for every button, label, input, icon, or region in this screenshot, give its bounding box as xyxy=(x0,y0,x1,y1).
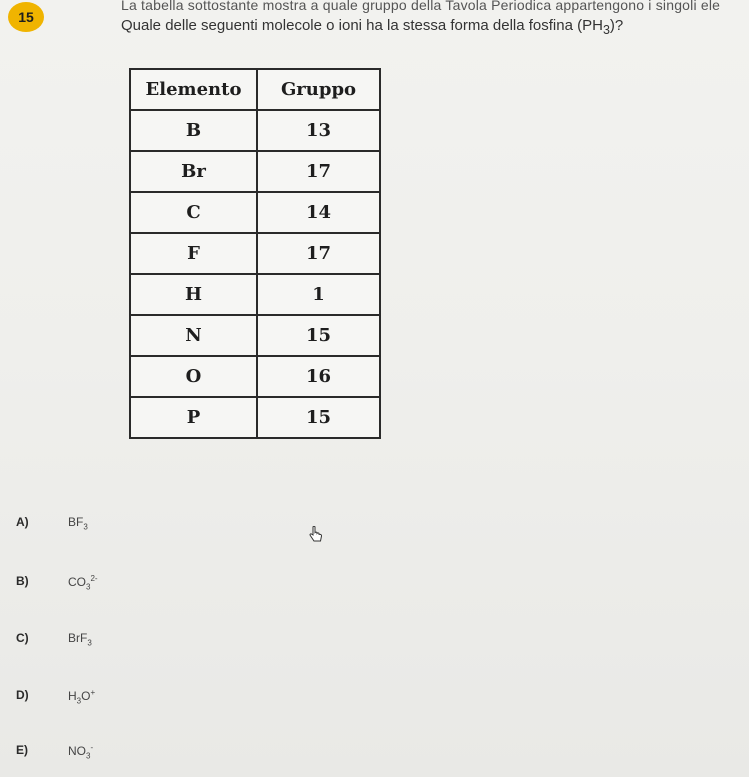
question-end: )? xyxy=(609,17,624,34)
table-row xyxy=(130,356,380,397)
cell-element: Br xyxy=(130,151,257,192)
table-row xyxy=(130,274,380,315)
option-d[interactable] xyxy=(0,688,200,708)
cell-element: C xyxy=(130,192,257,233)
option-formula: $H_3O^+$ xyxy=(68,688,96,706)
table-row xyxy=(130,110,380,151)
cell-element: B xyxy=(130,110,257,151)
cell-group: 15 xyxy=(257,315,380,356)
question-intro: La tabella sottostante mostra a quale gruppo della Tavola Periodica appartengono i singoli ele xyxy=(121,0,721,13)
option-letter: E) xyxy=(16,743,28,757)
table-row xyxy=(130,192,380,233)
cell-element: N xyxy=(130,315,257,356)
option-a[interactable] xyxy=(0,515,200,535)
table-row xyxy=(130,151,380,192)
question-number-badge: 15 xyxy=(8,2,44,32)
cell-group: 17 xyxy=(257,233,380,274)
header-gruppo: Gruppo xyxy=(257,69,380,110)
table-row xyxy=(130,397,380,438)
table-row xyxy=(130,315,380,356)
option-letter: C) xyxy=(16,631,29,645)
option-letter: A) xyxy=(16,515,29,529)
table-header-row xyxy=(130,69,380,110)
cell-element: H xyxy=(130,274,257,315)
cell-group: 15 xyxy=(257,397,380,438)
cell-group: 13 xyxy=(257,110,380,151)
cell-group: 14 xyxy=(257,192,380,233)
option-formula: $BF_3$ xyxy=(68,515,88,532)
cell-element: P xyxy=(130,397,257,438)
cell-group: 16 xyxy=(257,356,380,397)
hand-pointer-icon xyxy=(308,526,324,549)
option-formula: $CO_3^{2-}$ xyxy=(68,574,98,592)
group-table xyxy=(129,68,381,439)
option-e[interactable] xyxy=(0,743,200,763)
cell-group: 1 xyxy=(257,274,380,315)
question-main: Quale delle seguenti molecole o ioni ha la stessa forma della fosfina (PH xyxy=(121,17,603,34)
option-b[interactable] xyxy=(0,574,200,594)
cell-group: 17 xyxy=(257,151,380,192)
question-text xyxy=(121,17,623,37)
table-row xyxy=(130,233,380,274)
header-elemento: Elemento xyxy=(130,69,257,110)
option-formula: $NO_3^-$ xyxy=(68,743,94,761)
question-sub: 3 xyxy=(602,23,610,37)
option-letter: D) xyxy=(16,688,29,702)
option-letter: B) xyxy=(16,574,29,588)
cell-element: F xyxy=(130,233,257,274)
option-formula: BrF$_3$ xyxy=(68,631,92,648)
cell-element: O xyxy=(130,356,257,397)
option-c[interactable] xyxy=(0,631,200,651)
